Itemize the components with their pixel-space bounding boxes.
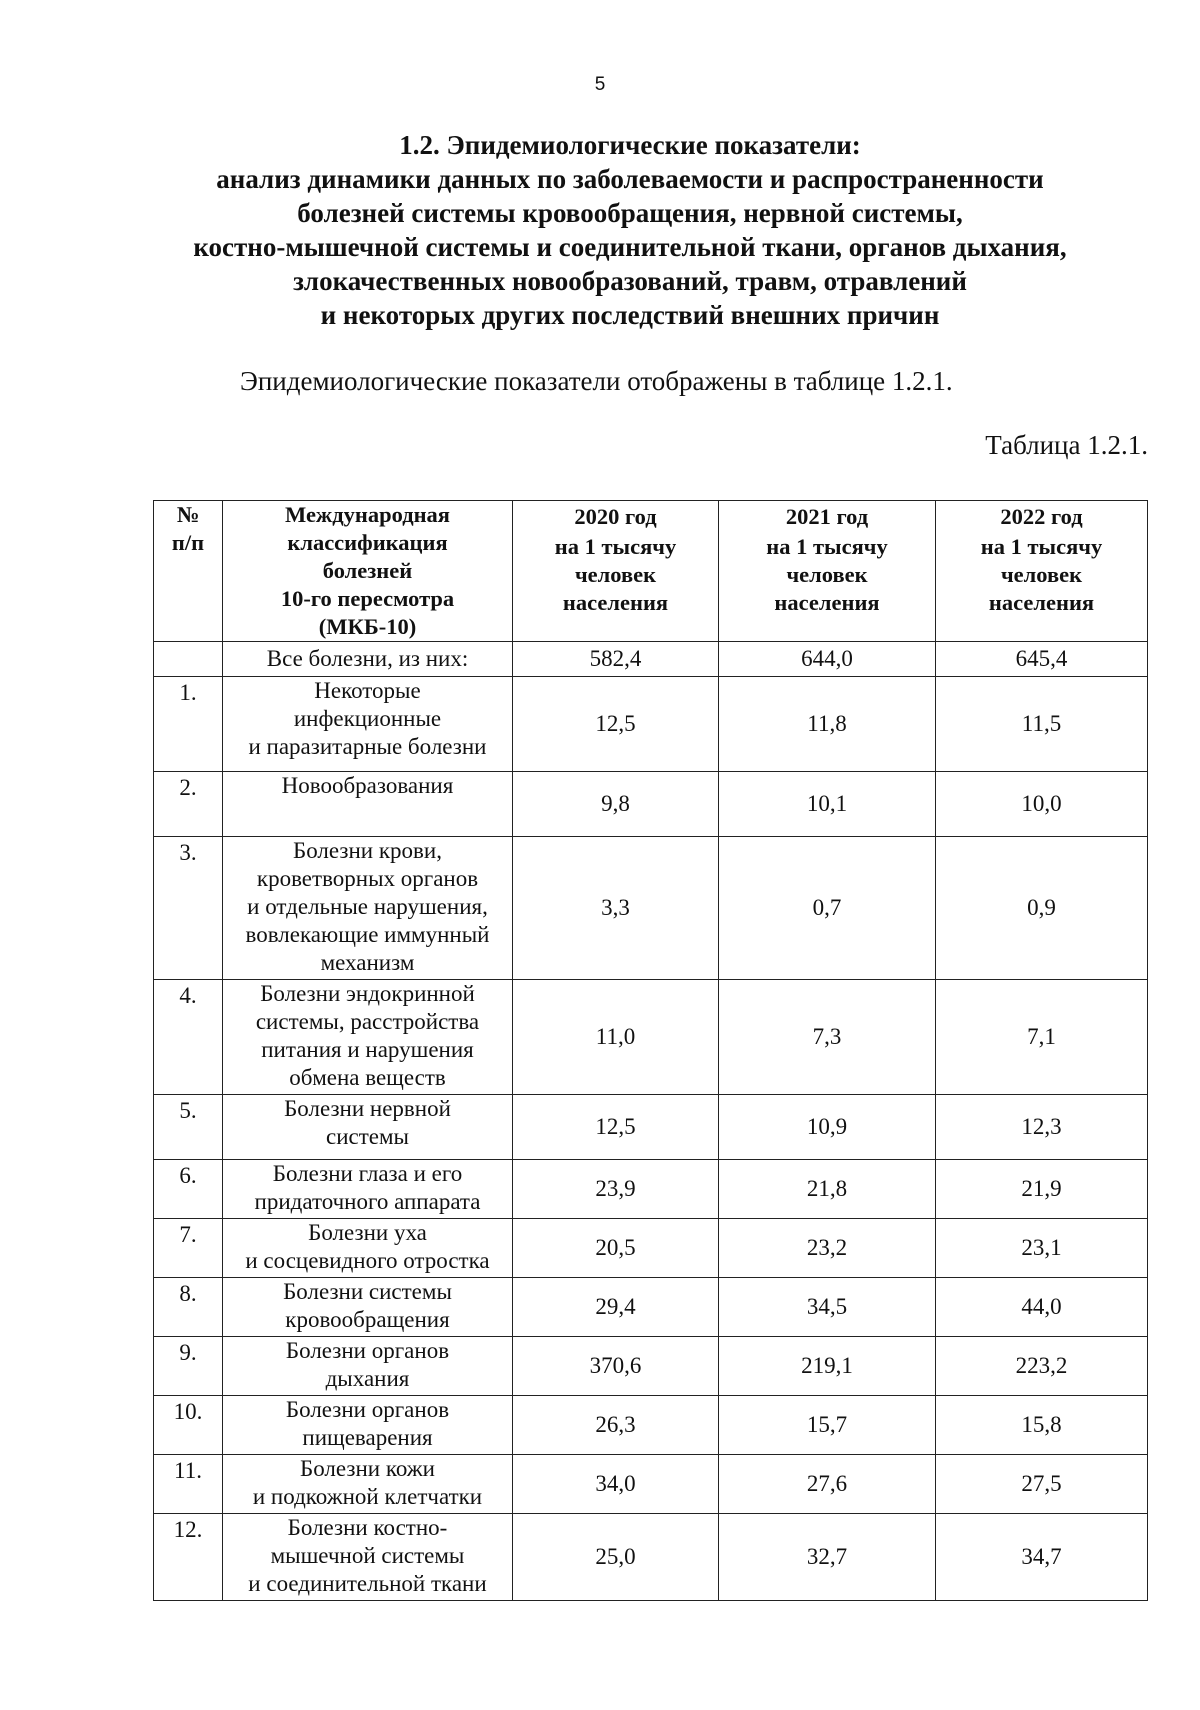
header-num-line: п/п [171, 530, 205, 555]
table-row [154, 1095, 1148, 1160]
value-2020: 26,3 [513, 1396, 719, 1455]
row-name [223, 1278, 513, 1337]
value-2021: 644,0 [719, 642, 936, 677]
row-name-line: Болезни уха [308, 1220, 427, 1245]
row-num: 10. [154, 1396, 223, 1455]
row-name-line: и паразитарные болезни [248, 734, 487, 759]
row-name-line: Болезни системы [283, 1279, 452, 1304]
row-name: Все болезни, из них: [223, 642, 513, 677]
value-2020: 34,0 [513, 1455, 719, 1514]
header-unit [719, 533, 936, 642]
value-2020: 9,8 [513, 772, 719, 837]
row-name-line: вовлекающие иммунный [245, 922, 490, 947]
row-name [223, 1396, 513, 1455]
row-name-line: и соединительной ткани [248, 1571, 487, 1596]
row-name-line: механизм [320, 950, 415, 975]
row-num: 6. [154, 1160, 223, 1219]
header-classification [223, 501, 513, 642]
row-name-line: Болезни эндокринной [260, 981, 475, 1006]
row-name [223, 1160, 513, 1219]
unit-line: человек [1000, 562, 1083, 587]
header-year-2022: 2022 год [936, 501, 1148, 534]
row-name-line: системы, расстройства [255, 1009, 480, 1034]
row-name [223, 1219, 513, 1278]
row-name-line: системы [326, 1124, 409, 1149]
value-2020: 11,0 [513, 980, 719, 1095]
table-row [154, 1514, 1148, 1601]
value-2022: 223,2 [936, 1337, 1148, 1396]
header-classification-line: Международная [285, 502, 450, 527]
row-name-line: Болезни нервной [284, 1096, 451, 1121]
heading-line: злокачественных новообразований, травм, отравлений [293, 266, 967, 296]
value-2021: 23,2 [719, 1219, 936, 1278]
value-2021: 219,1 [719, 1337, 936, 1396]
row-name-line: мышечной системы [270, 1543, 465, 1568]
table-row-total [154, 642, 1148, 677]
row-name [223, 1337, 513, 1396]
row-num: 8. [154, 1278, 223, 1337]
row-name-line: дыхания [325, 1366, 410, 1391]
table-row [154, 1278, 1148, 1337]
table-row [154, 1396, 1148, 1455]
heading-line: анализ динамики данных по заболеваемости и распространенности [216, 164, 1044, 194]
row-num: 9. [154, 1337, 223, 1396]
value-2022: 34,7 [936, 1514, 1148, 1601]
value-2021: 34,5 [719, 1278, 936, 1337]
header-row-years [154, 501, 1148, 534]
value-2022: 11,5 [936, 677, 1148, 772]
value-2022: 10,0 [936, 772, 1148, 837]
unit-line: населения [774, 590, 880, 615]
heading-line: и некоторых других последствий внешних причин [320, 300, 940, 330]
value-2021: 21,8 [719, 1160, 936, 1219]
value-2022: 15,8 [936, 1396, 1148, 1455]
table-caption: Таблица 1.2.1. [985, 430, 1148, 460]
value-2020: 12,5 [513, 1095, 719, 1160]
row-name-line: инфекционные [293, 706, 442, 731]
row-num [154, 642, 223, 677]
unit-line: населения [988, 590, 1095, 615]
unit-line: человек [786, 562, 868, 587]
row-name-line: Некоторые [314, 678, 421, 703]
heading-line: болезней системы кровообращения, нервной системы, [297, 198, 963, 228]
header-classification-line: 10-го пересмотра [280, 586, 455, 611]
header-classification-line: классификация [287, 530, 448, 555]
value-2020: 12,5 [513, 677, 719, 772]
header-num-line: № [176, 502, 200, 527]
row-name [223, 772, 513, 837]
page-number: 5 [594, 74, 606, 95]
row-name-line: придаточного аппарата [254, 1189, 481, 1214]
header-unit [936, 533, 1148, 642]
unit-line: на 1 тысячу [766, 534, 888, 559]
row-name [223, 1095, 513, 1160]
value-2021: 10,9 [719, 1095, 936, 1160]
table-row [154, 772, 1148, 837]
value-2022: 0,9 [936, 837, 1148, 980]
row-name-line: обмена веществ [289, 1065, 446, 1090]
table-row [154, 1160, 1148, 1219]
header-year-2021: 2021 год [719, 501, 936, 534]
header-classification-line: (МКБ-10) [318, 614, 417, 639]
row-num: 4. [154, 980, 223, 1095]
row-name-line: Болезни кожи [300, 1456, 435, 1481]
header-num [154, 501, 223, 642]
unit-line: населения [562, 590, 669, 615]
row-name-line: питания и нарушения [261, 1037, 474, 1062]
value-2021: 15,7 [719, 1396, 936, 1455]
value-2022: 44,0 [936, 1278, 1148, 1337]
value-2022: 21,9 [936, 1160, 1148, 1219]
heading-line: 1.2. Эпидемиологические показатели: [399, 130, 861, 160]
row-name-line: и сосцевидного отростка [245, 1248, 490, 1273]
value-2021: 0,7 [719, 837, 936, 980]
value-2020: 25,0 [513, 1514, 719, 1601]
heading-line: костно-мышечной системы и соединительной ткани, органов дыхания, [193, 232, 1067, 262]
value-2021: 7,3 [719, 980, 936, 1095]
value-2020: 3,3 [513, 837, 719, 980]
table-row [154, 1219, 1148, 1278]
row-name-line: Болезни органов [285, 1338, 450, 1363]
row-name [223, 1514, 513, 1601]
value-2020: 29,4 [513, 1278, 719, 1337]
value-2021: 11,8 [719, 677, 936, 772]
value-2022: 12,3 [936, 1095, 1148, 1160]
table-row [154, 1455, 1148, 1514]
section-heading [150, 128, 1110, 332]
row-num: 1. [154, 677, 223, 772]
row-name-line: Болезни органов [285, 1397, 450, 1422]
table-row [154, 980, 1148, 1095]
row-name [223, 980, 513, 1095]
row-name-line: кроветворных органов [256, 866, 479, 891]
table-row [154, 837, 1148, 980]
table-row [154, 1337, 1148, 1396]
value-2020: 582,4 [513, 642, 719, 677]
row-name-line: Болезни костно- [287, 1515, 448, 1540]
header-year-2020: 2020 год [513, 501, 719, 534]
row-name [223, 677, 513, 772]
row-num: 12. [154, 1514, 223, 1601]
value-2020: 370,6 [513, 1337, 719, 1396]
header-unit [513, 533, 719, 642]
row-num: 2. [154, 772, 223, 837]
row-name-line: и подкожной клетчатки [252, 1484, 483, 1509]
value-2020: 20,5 [513, 1219, 719, 1278]
epidemiology-table [153, 500, 1148, 1601]
value-2022: 27,5 [936, 1455, 1148, 1514]
row-name [223, 1455, 513, 1514]
row-name [223, 837, 513, 980]
row-num: 5. [154, 1095, 223, 1160]
row-name-line: и отдельные нарушения, [247, 894, 488, 919]
value-2022: 645,4 [936, 642, 1148, 677]
table-row [154, 677, 1148, 772]
row-num: 7. [154, 1219, 223, 1278]
value-2021: 32,7 [719, 1514, 936, 1601]
value-2020: 23,9 [513, 1160, 719, 1219]
row-name-line: Новообразования [281, 773, 454, 798]
row-name-line: Болезни глаза и его [272, 1161, 463, 1186]
value-2022: 7,1 [936, 980, 1148, 1095]
unit-line: на 1 тысячу [554, 534, 677, 559]
unit-line: на 1 тысячу [980, 534, 1103, 559]
value-2022: 23,1 [936, 1219, 1148, 1278]
header-classification-line: болезней [322, 558, 413, 583]
value-2021: 27,6 [719, 1455, 936, 1514]
row-name-line: Болезни крови, [293, 838, 442, 863]
value-2021: 10,1 [719, 772, 936, 837]
intro-paragraph: Эпидемиологические показатели отображены в таблице 1.2.1. [240, 366, 953, 396]
row-name-line: кровообращения [285, 1307, 450, 1332]
row-name-line: пищеварения [302, 1425, 433, 1450]
row-num: 11. [154, 1455, 223, 1514]
unit-line: человек [574, 562, 657, 587]
row-num: 3. [154, 837, 223, 980]
